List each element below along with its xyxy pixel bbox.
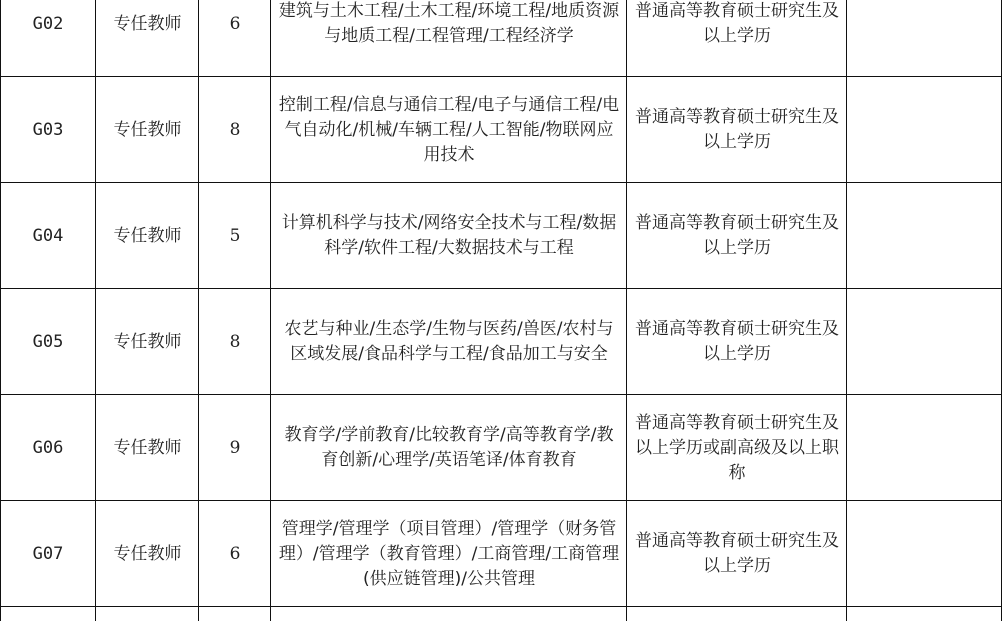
position-note — [847, 289, 1002, 395]
position-count: 8 — [229, 331, 241, 352]
position-education: 普通高等教育硕士研究生及以上学历 — [635, 213, 839, 258]
position-code: G06 — [32, 437, 64, 458]
column-divider — [626, 0, 627, 621]
row-divider — [0, 182, 1002, 183]
position-note — [847, 77, 1002, 183]
position-type: 专任教师 — [113, 13, 182, 34]
position-note — [847, 395, 1002, 501]
row-divider — [0, 500, 1002, 501]
position-education: 普通高等教育硕士研究生及以上学历 — [635, 531, 839, 576]
column-divider — [198, 0, 199, 621]
position-count: 9 — [229, 437, 241, 458]
column-divider — [846, 0, 847, 621]
table-row — [0, 501, 1002, 607]
position-count: 6 — [229, 543, 241, 564]
position-type: 专任教师 — [113, 225, 182, 246]
table-row — [0, 77, 1002, 183]
position-code: G07 — [32, 543, 64, 564]
position-education: 普通高等教育硕士研究生及以上学历 — [635, 1, 839, 46]
position-majors: 农艺与种业/生态学/生物与医药/兽医/农村与区域发展/食品科学与工程/食品加工与安全 — [284, 319, 614, 364]
position-count: 8 — [229, 119, 241, 140]
column-divider — [270, 0, 271, 621]
position-note — [847, 501, 1002, 607]
position-code: G04 — [32, 225, 64, 246]
table-row — [0, 289, 1002, 395]
position-type: 专任教师 — [113, 543, 182, 564]
row-divider — [0, 288, 1002, 289]
position-majors: 计算机科学与技术/网络安全技术与工程/数据科学/软件工程/大数据技术与工程 — [281, 213, 617, 258]
position-code: G05 — [32, 331, 64, 352]
position-majors: 控制工程/信息与通信工程/电子与通信工程/电气自动化/机械/车辆工程/人工智能/物联网应用技术 — [278, 94, 620, 165]
row-divider — [0, 606, 1002, 607]
position-type: 专任教师 — [113, 331, 182, 352]
position-type: 专任教师 — [113, 119, 182, 140]
position-education: 普通高等教育硕士研究生及以上学历或副高级及以上职称 — [635, 412, 839, 483]
table-border-left — [0, 0, 1, 621]
position-education: 普通高等教育硕士研究生及以上学历 — [635, 319, 839, 364]
position-type: 专任教师 — [113, 437, 182, 458]
position-education: 普通高等教育硕士研究生及以上学历 — [635, 107, 839, 152]
row-divider — [0, 394, 1002, 395]
position-note — [847, 183, 1002, 289]
position-majors: 管理学/管理学（项目管理）/管理学（财务管理）/管理学（教育管理）/工商管理/工商管理(供应链管理)/公共管理 — [278, 518, 620, 589]
table-row — [0, 395, 1002, 501]
column-divider — [95, 0, 96, 621]
position-note — [847, 0, 1002, 77]
position-count: 5 — [229, 225, 241, 246]
position-majors: 教育学/学前教育/比较教育学/高等教育学/教育创新/心理学/英语笔译/体育教育 — [284, 425, 614, 470]
position-code: G02 — [32, 13, 64, 34]
row-divider — [0, 76, 1002, 77]
table-row — [0, 183, 1002, 289]
position-code: G03 — [32, 119, 64, 140]
position-count: 6 — [229, 13, 241, 34]
table-row — [0, 0, 1002, 77]
position-majors: 建筑与土木工程/土木工程/环境工程/地质资源与地质工程/工程管理/工程经济学 — [278, 1, 620, 46]
